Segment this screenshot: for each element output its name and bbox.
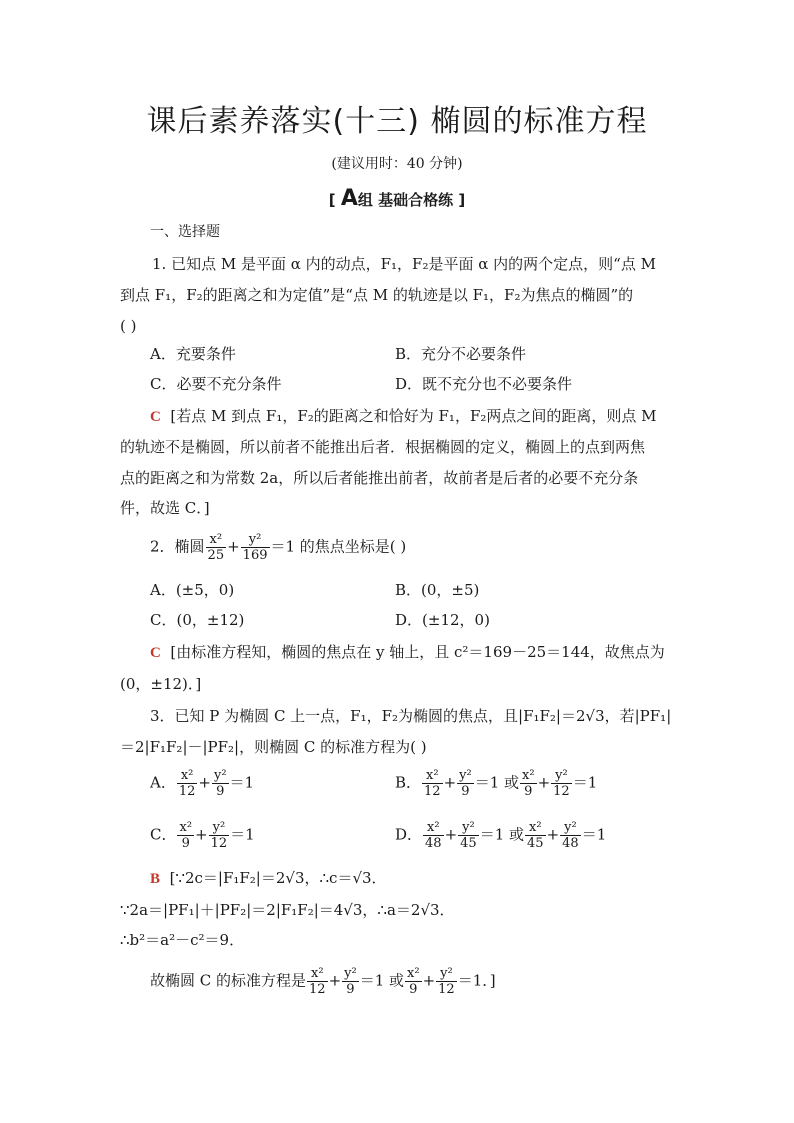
q2-option-c: C．(0，±12) [150, 611, 245, 629]
q1-option-b: B．充分不必要条件 [395, 345, 527, 363]
q3-answer: B [150, 871, 161, 887]
page-title: 课后素养落实(十三) 椭圆的标准方程 [146, 104, 648, 139]
q2-option-d: D．(±12，0) [395, 611, 490, 629]
q1-option-c: C．必要不充分条件 [150, 375, 282, 393]
suggested-time: (建议用时：40 分钟) [331, 156, 463, 172]
q3-explanation-line2: ∵2a＝|PF₁|＋|PF₂|＝2|F₁F₂|＝4√3，∴a＝2√3． [120, 901, 455, 919]
q3-option-a: A． $\frac{\text{x²}}{12}$ + $\frac{\text{y²}}{9}$ ＝1 [150, 768, 255, 799]
q1-option-d: D．既不充分也不必要条件 [395, 375, 573, 393]
q3-line1: 3．已知 P 为椭圆 C 上一点，F₁，F₂为椭圆的焦点，且|F₁F₂|＝2√3，若|PF₁| [150, 707, 672, 725]
q3-option-c: C． $\frac{\text{x²}}{9}$ + $\frac{\text{y²}}{12}$ ＝1 [150, 820, 255, 851]
q2-fraction-y: $\frac{\text{y²}}{169}$ [242, 532, 268, 563]
q2-stem: 2．椭圆 $\frac{\text{x²}}{25}$ + $\frac{\text{y²}}{169}$ ＝1 的焦点坐标是( ) [150, 532, 407, 563]
q2-answer: C [150, 645, 161, 661]
q2-option-a: A．(±5，0) [150, 581, 235, 599]
q3-line2: ＝2|F₁F₂|－|PF₂|，则椭圆 C 的标准方程为( ) [120, 738, 427, 756]
q2-explanation-line2: (0，±12)．] [120, 675, 202, 693]
group-heading [0, 186, 794, 211]
group-text: 组 基础合格练 [357, 191, 454, 209]
q3-explanation-line4: 故椭圆 C 的标准方程是 $\frac{\text{x²}}{12}$ + $\frac{\text{y²}}{9}$ ＝1 或 $\frac{\text{x²}}{9}$ + $\frac{\text{y²}}{12}$ ＝1．] [150, 966, 496, 997]
q2-fraction-x: $\frac{\text{x²}}{25}$ [207, 532, 225, 563]
q1-explanation-line4: 件，故选 C．] [120, 499, 210, 517]
group-letter: A [340, 186, 358, 211]
q1-explanation-line3: 点的距离之和为常数 2a，所以后者能推出前者，故前者是后者的必要不充分条 [120, 469, 639, 487]
group-bracket-left: [ [328, 191, 336, 209]
group-bracket-right: ] [458, 191, 466, 209]
q1-line1: 1. 已知点 M 是平面 α 内的动点，F₁，F₂是平面 α 内的两个定点，则“点 M [152, 255, 656, 273]
q1-option-a: A．充要条件 [150, 345, 236, 363]
q1-explanation-line2: 的轨迹不是椭圆，所以前者不能推出后者．根据椭圆的定义，椭圆上的点到两焦 [120, 438, 646, 456]
q1-explanation-line1 [150, 406, 657, 427]
q1-line2: 到点 F₁，F₂的距离之和为定值”是“点 M 的轨迹是以 F₁，F₂为焦点的椭圆”的 [120, 286, 634, 304]
q3-explanation-line3: ∴b²＝a²－c²＝9． [120, 931, 245, 949]
q1-exp1: [若点 M 到点 F₁，F₂的距离之和恰好为 F₁，F₂两点之间的距离，则点 M [170, 407, 657, 425]
q1-answer: C [150, 409, 161, 425]
q2-explanation-line1: C [由标准方程知，椭圆的焦点在 y 轴上，且 c²＝169－25＝144，故焦点为 [150, 643, 665, 661]
q2-prefix: 2．椭圆 [150, 537, 205, 556]
q1-line3: ( ) [120, 317, 137, 335]
q3-option-b: B． $\frac{\text{x²}}{12}$ + $\frac{\text{y²}}{9}$ ＝1 或 $\frac{\text{x²}}{9}$ + $\frac{\text{y²}}{12}$ ＝1 [395, 768, 598, 799]
q2-option-b: B．(0，±5) [395, 581, 480, 599]
q3-explanation-line1: B [∵2c＝|F₁F₂|＝2√3，∴c＝√3． [150, 869, 387, 887]
section-title: 一、选择题 [150, 224, 220, 240]
q3-option-d: D． $\frac{\text{x²}}{48}$ + $\frac{\text{y²}}{45}$ ＝1 或 $\frac{\text{x²}}{45}$ + $\frac{\text{y²}}{48}$ ＝1 [395, 820, 607, 851]
q2-suffix: ＝1 的焦点坐标是( ) [270, 537, 407, 556]
